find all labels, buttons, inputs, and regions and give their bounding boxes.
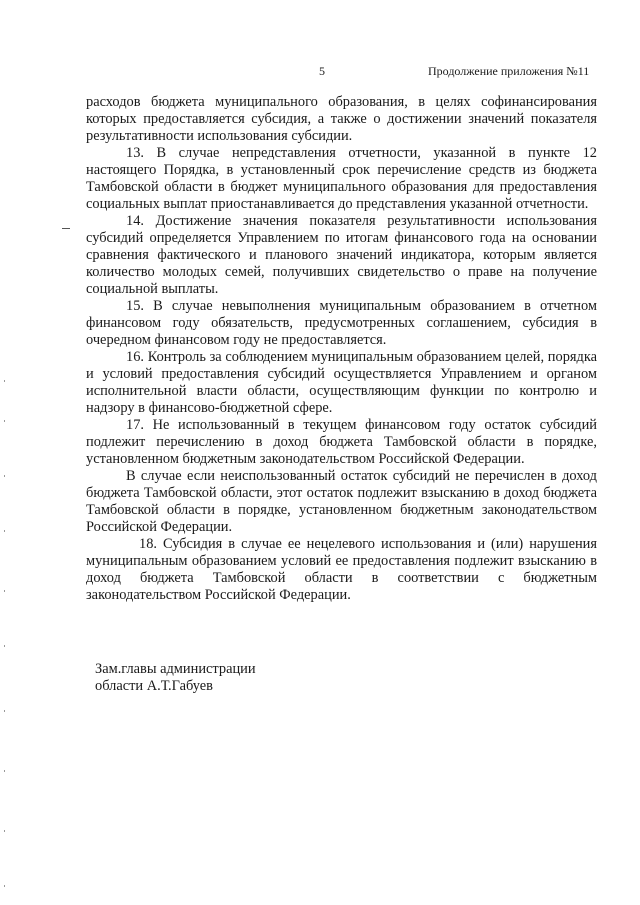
signature-block	[95, 661, 256, 695]
document-body	[86, 94, 597, 604]
paragraph-15: 15. В случае невыполнения муниципальным образованием в отчетном финансовом году обязательств, предусмотренных соглашением, субсидия в очередном финансовом году не предоставляется.	[86, 298, 597, 348]
margin-mark	[62, 228, 70, 229]
signatory-name: области А.Т.Габуев	[95, 678, 213, 694]
paragraph-16: 16. Контроль за соблюдением муниципальным образованием целей, порядка и условий предоставления субсидий осуществляется Управлением и органом исполнительной власти области, осуществляющим функции по контролю и надзору в финансово-бюджетной сфере.	[86, 349, 597, 416]
paragraph-17-continuation: В случае если неиспользованный остаток субсидий не перечислен в доход бюджета Тамбовской области, этот остаток подлежит взысканию в доход бюджета Тамбовской области в порядке, установленном бюджетным законодательством Российской Федерации.	[86, 468, 597, 535]
scan-edge-marks	[4, 380, 6, 900]
paragraph-13: 13. В случае непредставления отчетности, указанной в пункте 12 настоящего Порядка, в установленный срок перечисление средств из бюджета Тамбовской области в бюджет муниципального образования для предоставления социальных выплат приостанавливается до представления указанной отчетности.	[86, 145, 597, 212]
page-number: 5	[319, 64, 325, 78]
paragraph-14: 14. Достижение значения показателя результативности использования субсидий определяется Управлением по итогам финансового года на основании сравнения фактического и планового значений индикатора, которым является количество молодых семей, получивших свидетельство о праве на получение социальной выплаты.	[86, 213, 597, 297]
paragraph-17: 17. Не использованный в текущем финансовом году остаток субсидий подлежит перечислению в доход бюджета Тамбовской области в порядке, установленном бюджетным законодательством Российской Федерации.	[86, 417, 597, 467]
paragraph-18: 18. Субсидия в случае ее нецелевого использования и (или) нарушения муниципальным образованием условий ее предоставления подлежит взысканию в доход бюджета Тамбовской области в соответствии с бюджетным законодательством Российской Федерации.	[86, 536, 597, 603]
signatory-position: Зам.главы администрации	[95, 661, 256, 677]
appendix-continuation-label: Продолжение приложения №11	[428, 64, 590, 78]
paragraph-continuation: расходов бюджета муниципального образования, в целях софинансирования которых предоставляется субсидия, а также о достижении значений показателя результативности использования субсидии.	[86, 94, 597, 144]
